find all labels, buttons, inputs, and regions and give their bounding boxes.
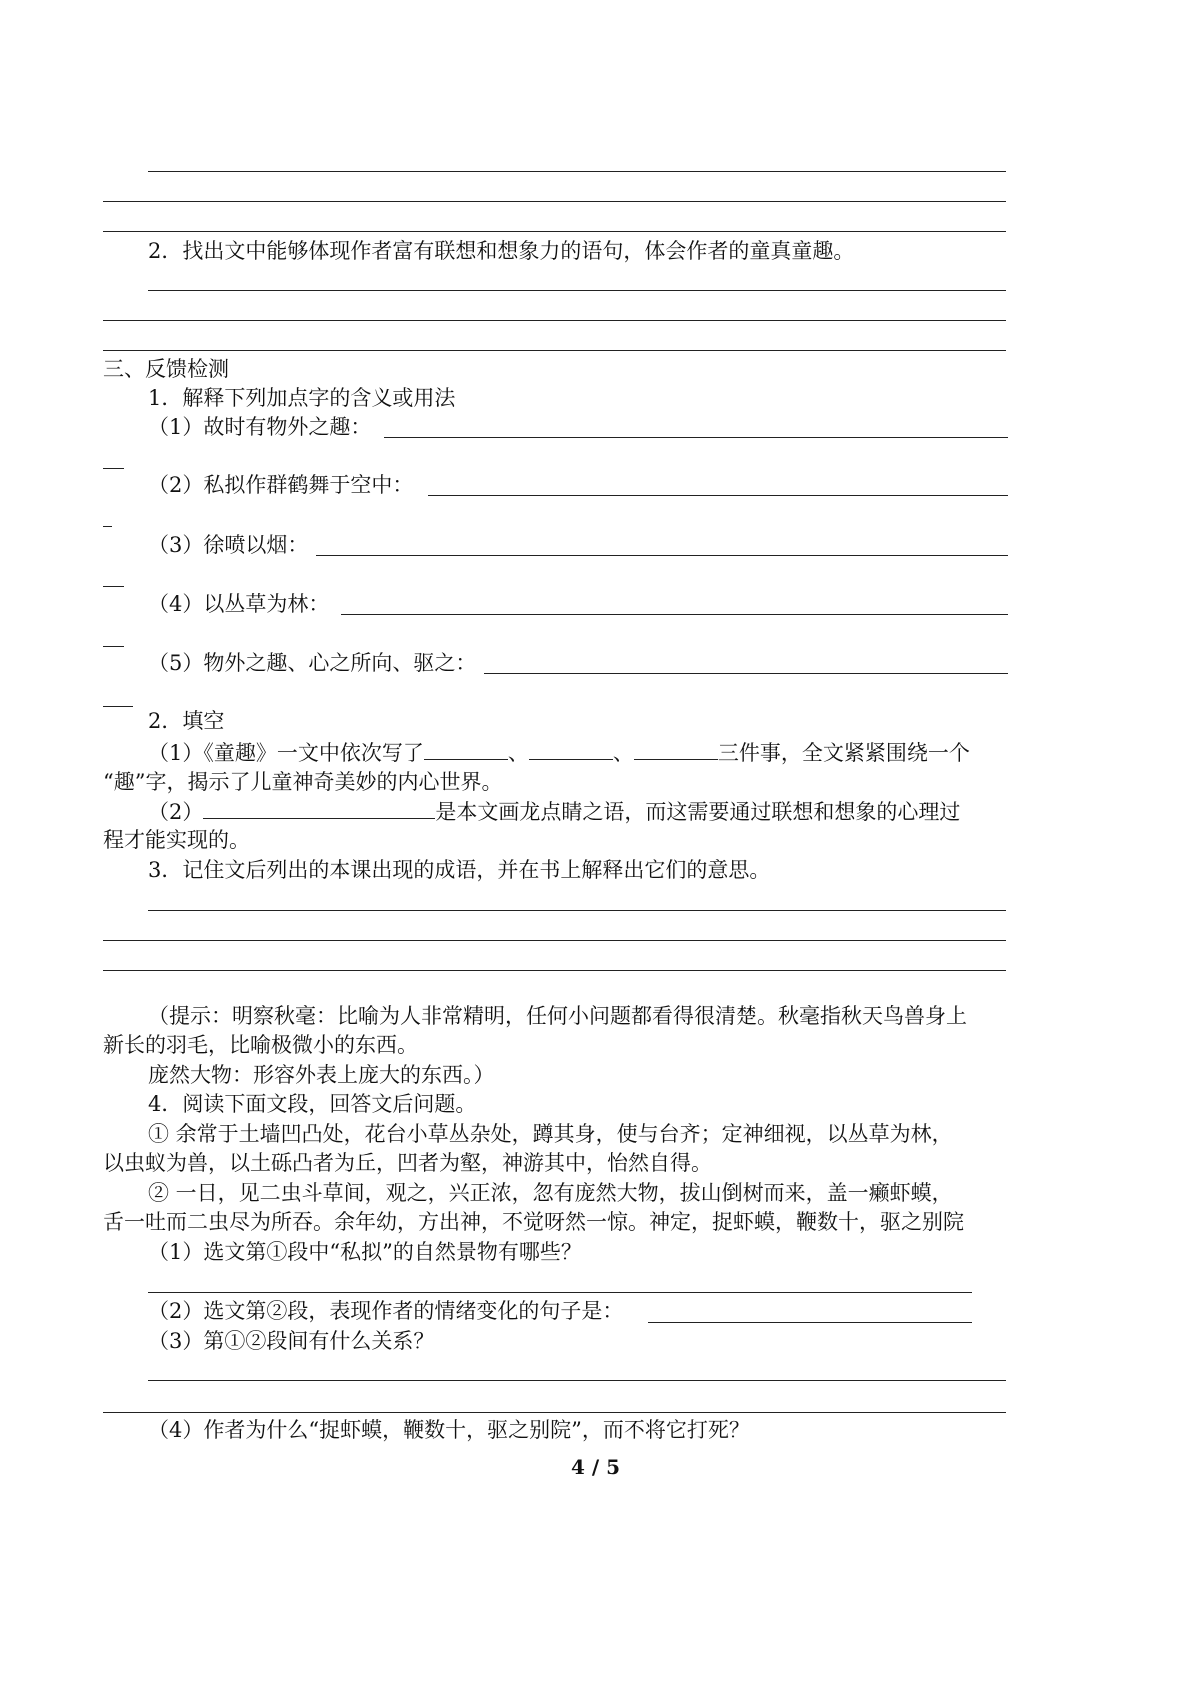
answer-line-continuation[interactable] [103,468,124,469]
sub-question-1: （1）选文第①段中“私拟”的自然景物有哪些？ [148,1240,582,1264]
fill-text: （1）《童趣》一文中依次写了 [148,741,424,765]
fill-blank[interactable] [634,737,718,760]
answer-line[interactable] [648,1322,972,1323]
answer-line[interactable] [148,1380,1006,1381]
fill-blank[interactable] [203,796,435,819]
fill-text-continuation: 程才能实现的。 [103,828,250,852]
hint-text: （提示：明察秋毫：比喻为人非常精明，任何小问题都看得很清楚。秋毫指秋天鸟兽身上 [148,1004,967,1028]
separator: 、 [507,741,529,765]
fill-blank[interactable] [424,737,508,760]
answer-line[interactable] [103,201,1006,202]
question-3-1-prompt: 1．解释下列加点字的含义或用法 [148,386,456,410]
separator: 、 [612,741,634,765]
answer-line-continuation[interactable] [103,646,124,647]
answer-line[interactable] [103,1412,1006,1413]
question-2: 2．找出文中能够体现作者富有联想和想象力的语句，体会作者的童真童趣。 [148,239,855,263]
definition-item-5: （5）物外之趣、心之所向、驱之： [148,651,477,675]
passage-paragraph-2: ② 一日，见二虫斗草间，观之，兴正浓，忽有庞然大物，拔山倒树而来，盖一癞虾蟆， [148,1181,953,1205]
answer-line[interactable] [103,231,1006,232]
definition-item-3: （3）徐喷以烟： [148,533,309,557]
sub-question-3: （3）第①②段间有什么关系？ [148,1329,435,1353]
answer-line[interactable] [103,970,1006,971]
answer-line-continuation[interactable] [103,706,133,707]
sub-question-4: （4）作者为什么“捉虾蟆，鞭数十，驱之别院”，而不将它打死？ [148,1418,750,1442]
passage-paragraph-2-cont: 舌一吐而二虫尽为所吞。余年幼，方出神，不觉呀然一惊。神定，捉虾蟆，鞭数十，驱之别院 [103,1210,964,1234]
fill-text: 三件事，全文紧紧围绕一个 [717,741,970,765]
passage-paragraph-1-cont: 以虫蚁为兽，以土砾凸者为丘，凹者为壑，神游其中，怡然自得。 [103,1151,712,1175]
answer-line[interactable] [148,910,1006,911]
answer-line[interactable] [148,290,1006,291]
section-heading: 三、反馈检测 [103,357,229,381]
question-3-3-prompt: 3．记住文后列出的本课出现的成语，并在书上解释出它们的意思。 [148,858,771,882]
answer-line[interactable] [384,437,1008,438]
definition-item-2: （2）私拟作群鹤舞于空中： [148,473,414,497]
sub-question-2: （2）选文第②段，表现作者的情绪变化的句子是： [148,1299,624,1323]
answer-line[interactable] [341,614,1008,615]
fill-blank-line-1 [148,737,970,768]
answer-line[interactable] [148,1292,972,1293]
fill-text: （2） [148,800,204,824]
question-3-4-prompt: 4．阅读下面文段，回答文后问题。 [148,1092,477,1116]
page-number: 4 / 5 [570,1455,621,1479]
fill-text: 是本文画龙点睛之语，而这需要通过联想和想象的心理过 [435,800,961,824]
passage-paragraph-1: ① 余常于土墙凹凸处，花台小草丛杂处，蹲其身，使与台齐；定神细视，以丛草为林， [148,1122,953,1146]
definition-item-4: （4）以丛草为林： [148,592,330,616]
answer-line[interactable] [103,350,1006,351]
answer-line[interactable] [103,940,1006,941]
answer-line[interactable] [103,320,1006,321]
fill-blank-line-2 [148,796,960,827]
definition-item-1: （1）故时有物外之趣： [148,415,372,439]
answer-line[interactable] [428,495,1008,496]
fill-blank[interactable] [529,737,613,760]
hint-text: 新长的羽毛，比喻极微小的东西。 [103,1033,418,1057]
answer-line-continuation[interactable] [103,526,112,527]
question-3-2-prompt: 2．填空 [148,709,225,733]
answer-line-continuation[interactable] [103,586,124,587]
answer-line[interactable] [484,673,1008,674]
answer-line[interactable] [316,555,1008,556]
answer-line[interactable] [148,171,1006,172]
hint-text: 庞然大物：形容外表上庞大的东西。） [148,1063,495,1087]
fill-text-continuation: “趣”字，揭示了儿童神奇美妙的内心世界。 [103,770,503,794]
